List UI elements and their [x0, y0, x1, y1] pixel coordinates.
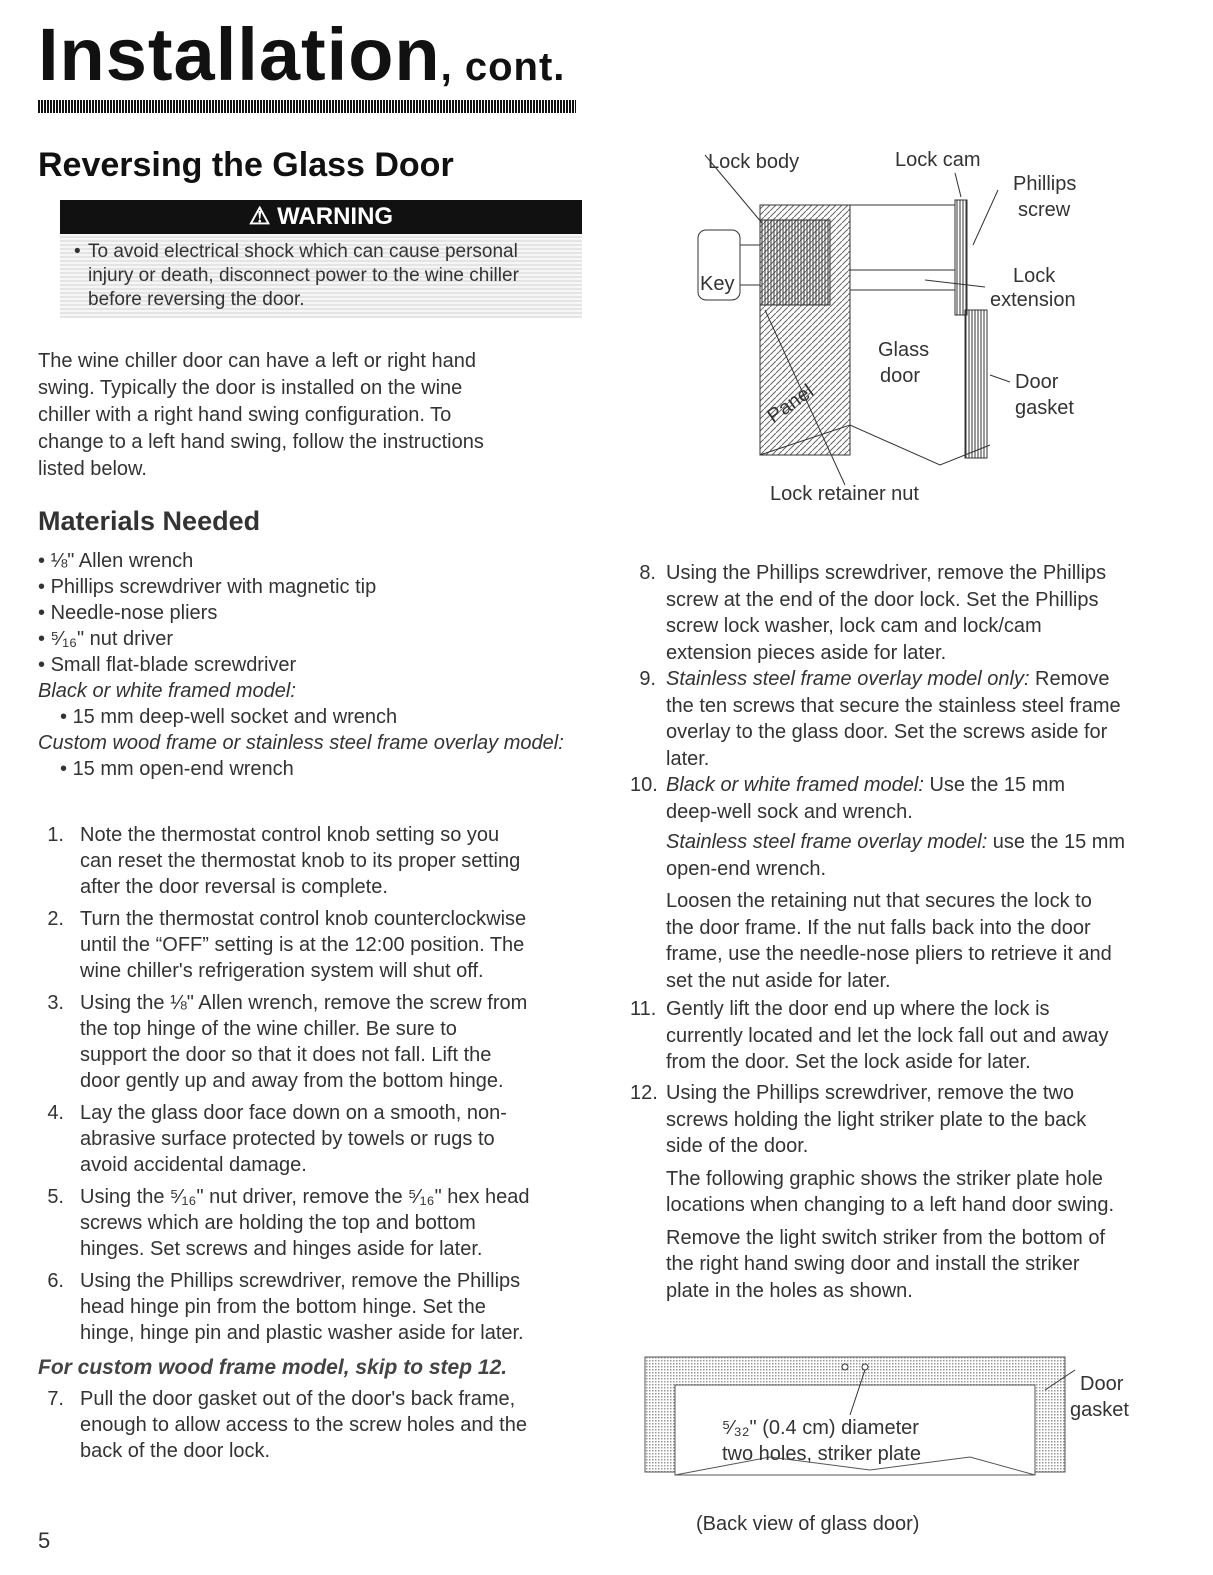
- materials-list: [38, 548, 598, 782]
- step-1: 1. Note the thermostat control knob setting so you can reset the thermostat knob to its proper setting after the door reversal is complete.: [47, 824, 521, 898]
- label-lock: Lock: [1013, 265, 1056, 287]
- back-view-caption: (Back view of glass door): [696, 1513, 920, 1535]
- step-4: 4. Lay the glass door face down on a smooth, non- abrasive surface protected by towels or rugs to avoid accidental damage.: [47, 1102, 507, 1176]
- step-7: 7. Pull the door gasket out of the door's back frame, enough to allow access to the screw holes and the back of the door lock.: [47, 1388, 527, 1462]
- hole-1: [842, 1364, 848, 1370]
- label-diameter: ⁵⁄₃₂" (0.4 cm) diameter: [722, 1417, 919, 1439]
- step-9: 9. Stainless steel frame overlay model only: Remove the ten screws that secure the stainless steel frame overlay to the glass door. Set the screws aside for later.: [639, 668, 1121, 770]
- label-lock-cam: Lock cam: [895, 149, 981, 171]
- label-door: door: [880, 365, 921, 387]
- label-gasket-1: gasket: [1015, 397, 1074, 419]
- step-3: 3. Using the ⅛" Allen wrench, remove the screw from the top hinge of the wine chiller. Be sure to support the door so that it does not fall. Lift the door gently up and away from the bottom hinge.: [47, 992, 528, 1092]
- gasket-shape: [965, 310, 987, 458]
- list-item: • ⁵⁄₁₆" nut driver: [38, 628, 174, 650]
- hole-2: [862, 1364, 868, 1370]
- warning-heading: ⚠ WARNING: [60, 200, 582, 234]
- step-12: 12. Using the Phillips screwdriver, remove the two screws holding the light striker plate to the back side of the door. The following graphic shows the striker plate hole locations when changing to a left hand door swing. Remove the light switch striker from the bottom of the right hand swing door and install the striker plate in the holes as shown.: [630, 1082, 1115, 1302]
- list-item: • 15 mm open-end wrench: [60, 758, 294, 780]
- list-item: • Small flat-blade screwdriver: [38, 654, 297, 676]
- step-11: 11. Gently lift the door end up where the lock is currently located and let the lock fall out and away from the door. Set the lock aside for later.: [630, 998, 1109, 1073]
- warning-line: before reversing the door.: [88, 289, 305, 310]
- warning-body: [60, 234, 582, 318]
- warning-line: injury or death, disconnect power to the wine chiller: [88, 265, 519, 286]
- step-2: 2. Turn the thermostat control knob counterclockwise until the “OFF” setting is at the 12:00 position. The wine chiller's refrigeration system will shut off.: [47, 908, 527, 982]
- label-lock-body: Lock body: [708, 151, 800, 173]
- label-key: Key: [700, 273, 735, 295]
- custom-label: Custom wood frame or stainless steel frame overlay model:: [38, 732, 564, 754]
- label-screw: screw: [1018, 199, 1071, 221]
- list-item: • Phillips screwdriver with magnetic tip: [38, 576, 377, 598]
- label-extension: extension: [990, 289, 1076, 311]
- label-panel: Panel: [763, 380, 818, 428]
- page-number: 5: [38, 1528, 51, 1553]
- label-two-holes: two holes, striker plate: [722, 1443, 921, 1465]
- custom-note: For custom wood frame model, skip to step 12.: [38, 1356, 508, 1379]
- page-header-title: Installation, cont.: [38, 13, 566, 96]
- step-6: 6. Using the Phillips screwdriver, remove the Phillips head hinge pin from the bottom hinge. Set the hinge, hinge pin and plastic washer aside for later.: [47, 1270, 524, 1344]
- label-glass: Glass: [878, 339, 930, 361]
- bullet: •: [74, 241, 81, 262]
- list-item: • ⅛" Allen wrench: [38, 550, 194, 572]
- intro-paragraph: The wine chiller door can have a left or right hand swing. Typically the door is installed on the wine chiller with a right hand swing configuration. To change to a left hand swing, follow the instructions listed below.: [38, 350, 484, 480]
- step-10: 10. Black or white framed model: Use the 15 mm deep-well sock and wrench. Stainless steel frame overlay model: use the 15 mm open-end wrench. Loosen the retaining nut that secures the lock to the door frame. If the nut falls back into the door frame, use the needle-nose pliers to retrieve it and set the nut aside for later.: [630, 774, 1126, 992]
- label-gasket-2: gasket: [1070, 1399, 1129, 1421]
- lock-body-shape: [760, 220, 830, 305]
- step-8: 8. Using the Phillips screwdriver, remove the Phillips screw at the end of the door lock. Set the Phillips screw lock washer, lock cam and lock/cam extension pieces aside for later.: [639, 562, 1107, 664]
- header-rule: [38, 100, 576, 113]
- steps-right: [630, 560, 1190, 1320]
- section-title: Reversing the Glass Door: [38, 146, 454, 184]
- materials-heading: Materials Needed: [38, 506, 261, 536]
- label-door-gasket-1: Door: [1015, 371, 1059, 393]
- label-door-gasket-2: Door: [1080, 1373, 1124, 1395]
- list-item: • 15 mm deep-well socket and wrench: [60, 706, 398, 728]
- step-5: 5. Using the ⁵⁄₁₆" nut driver, remove the ⁵⁄₁₆" hex head screws which are holding the top and bottom hinges. Set screws and hinges aside for later.: [47, 1186, 530, 1260]
- label-phillips: Phillips: [1013, 173, 1077, 195]
- warning-line: To avoid electrical shock which can cause personal: [88, 241, 518, 262]
- list-item: • Needle-nose pliers: [38, 602, 218, 624]
- steps-left: [38, 822, 598, 1346]
- black-white-label: Black or white framed model:: [38, 680, 296, 702]
- label-retainer-nut: Lock retainer nut: [770, 483, 919, 505]
- lock-cam-shape: [955, 200, 967, 315]
